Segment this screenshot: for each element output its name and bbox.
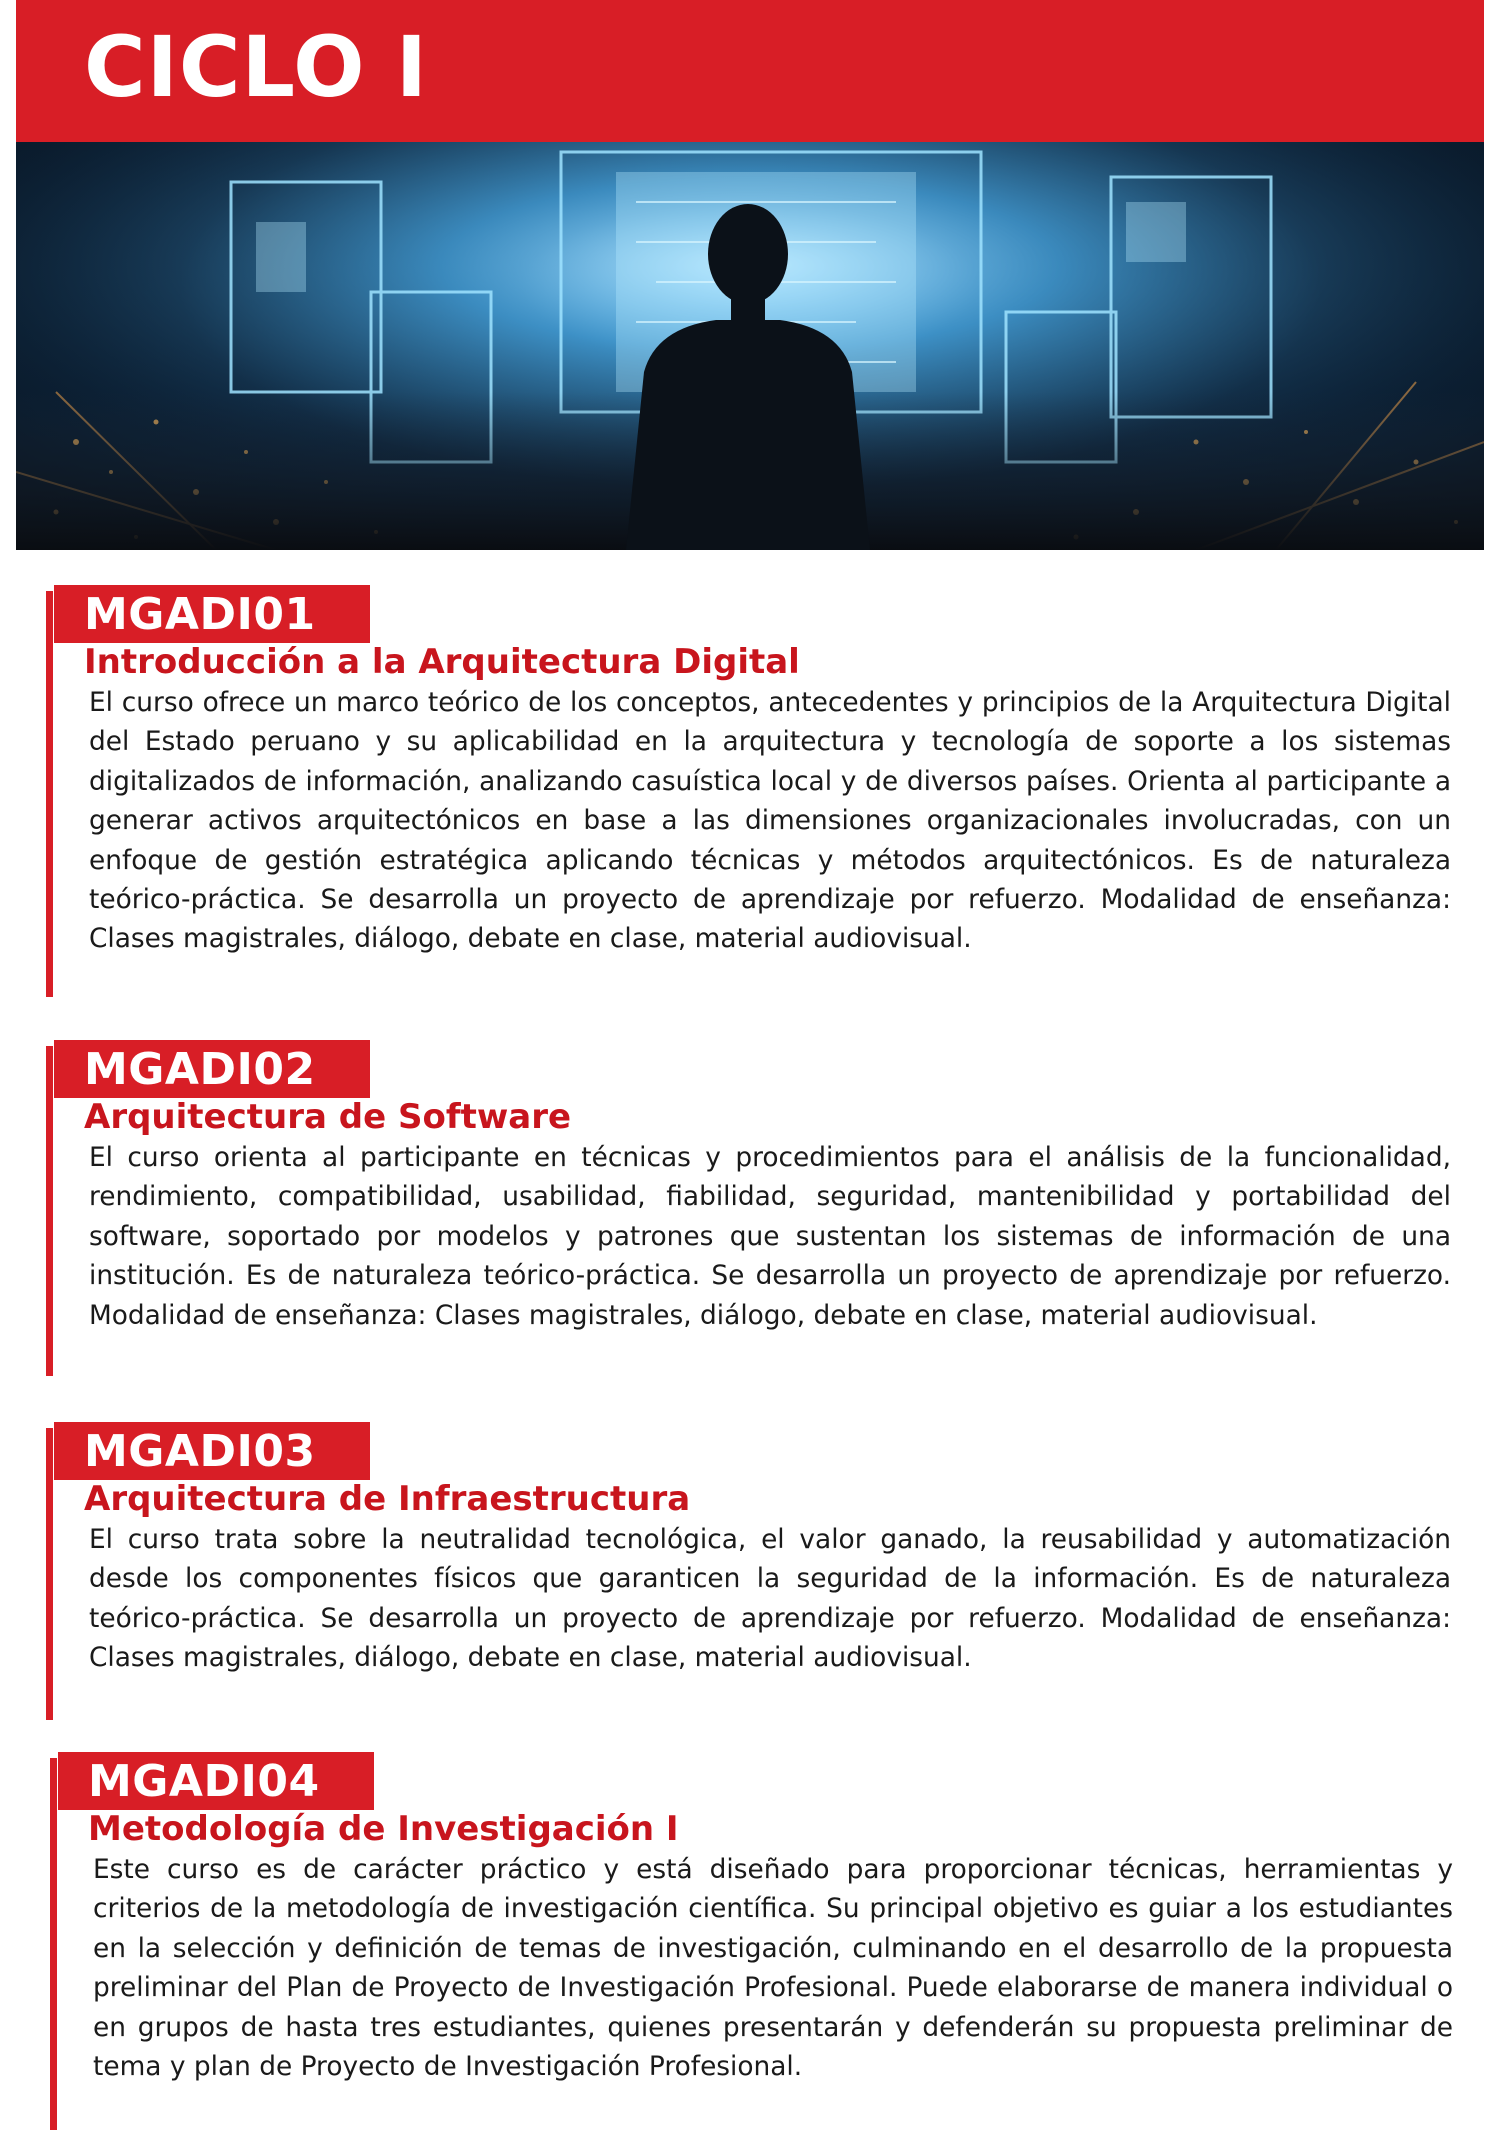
hero-image [16,142,1484,550]
course-code: MGADI02 [84,1044,316,1095]
course-code: MGADI03 [84,1426,316,1477]
course-block-mgadi04 [0,1752,1500,2132]
course-title: Introducción a la Arquitectura Digital [84,642,800,682]
course-description: El curso trata sobre la neutralidad tecnológica, el valor ganado, la reusabilidad y automatización desde los componentes físicos que garanticen la seguridad de la información. Es de naturaleza teórico-práctica. Se desarrolla un proyecto de aprendizaje por refuerzo. Modalidad de enseñanza: Clases magistrales, diálogo, debate en clase, material audiovisual. [89,1524,1451,1674]
course-accent-bar [50,1758,57,2130]
hero-illustration [16,142,1484,550]
page-title: CICLO I [84,18,428,116]
course-code: MGADI04 [88,1756,320,1807]
course-description: El curso ofrece un marco teórico de los conceptos, antecedentes y principios de la Arquitectura Digital del Estado peruano y su aplicabilidad en la arquitectura y tecnología de soporte a los sistemas digitalizados de información, analizando casuística local y de diversos países. Orienta al participante a generar activos arquitectónicos en base a las dimensiones organizacionales involucradas, con un enfoque de gestión estratégica aplicando técnicas y métodos arquitectónicos. Es de naturaleza teórico-práctica. Se desarrolla un proyecto de aprendizaje por refuerzo. Modalidad de enseñanza: Clases magistrales, diálogo, debate en clase, material audiovisual. [89,687,1451,955]
course-description: El curso orienta al participante en técnicas y procedimientos para el análisis de la funcionalidad, rendimiento, compatibilidad, usabilidad, fiabilidad, seguridad, mantenibilidad y portabilidad del software, soportado por modelos y patrones que sustentan los sistemas de información de una institución. Es de naturaleza teórico-práctica. Se desarrolla un proyecto de aprendizaje por refuerzo. Modalidad de enseñanza: Clases magistrales, diálogo, debate en clase, material audiovisual. [89,1142,1451,1331]
course-description: Este curso es de carácter práctico y está diseñado para proporcionar técnicas, herramientas y criterios de la metodología de investigación científica. Su principal objetivo es guiar a los estudiantes en la selección y definición de temas de investigación, culminando en el desarrollo de la propuesta preliminar del Plan de Proyecto de Investigación Profesional. Puede elaborarse de manera individual o en grupos de hasta tres estudiantes, quienes presentarán y defenderán su propuesta preliminar de tema y plan de Proyecto de Investigación Profesional. [93,1854,1453,2083]
course-accent-bar [46,1046,53,1376]
course-block-mgadi03 [0,1422,1500,1722]
course-accent-bar [46,1428,53,1720]
course-title: Arquitectura de Infraestructura [84,1479,691,1519]
course-block-mgadi02 [0,1040,1500,1380]
course-block-mgadi01 [0,585,1500,1005]
course-title: Metodología de Investigación I [88,1809,679,1849]
course-code: MGADI01 [84,589,316,640]
course-title: Arquitectura de Software [84,1097,572,1137]
course-accent-bar [46,591,53,997]
